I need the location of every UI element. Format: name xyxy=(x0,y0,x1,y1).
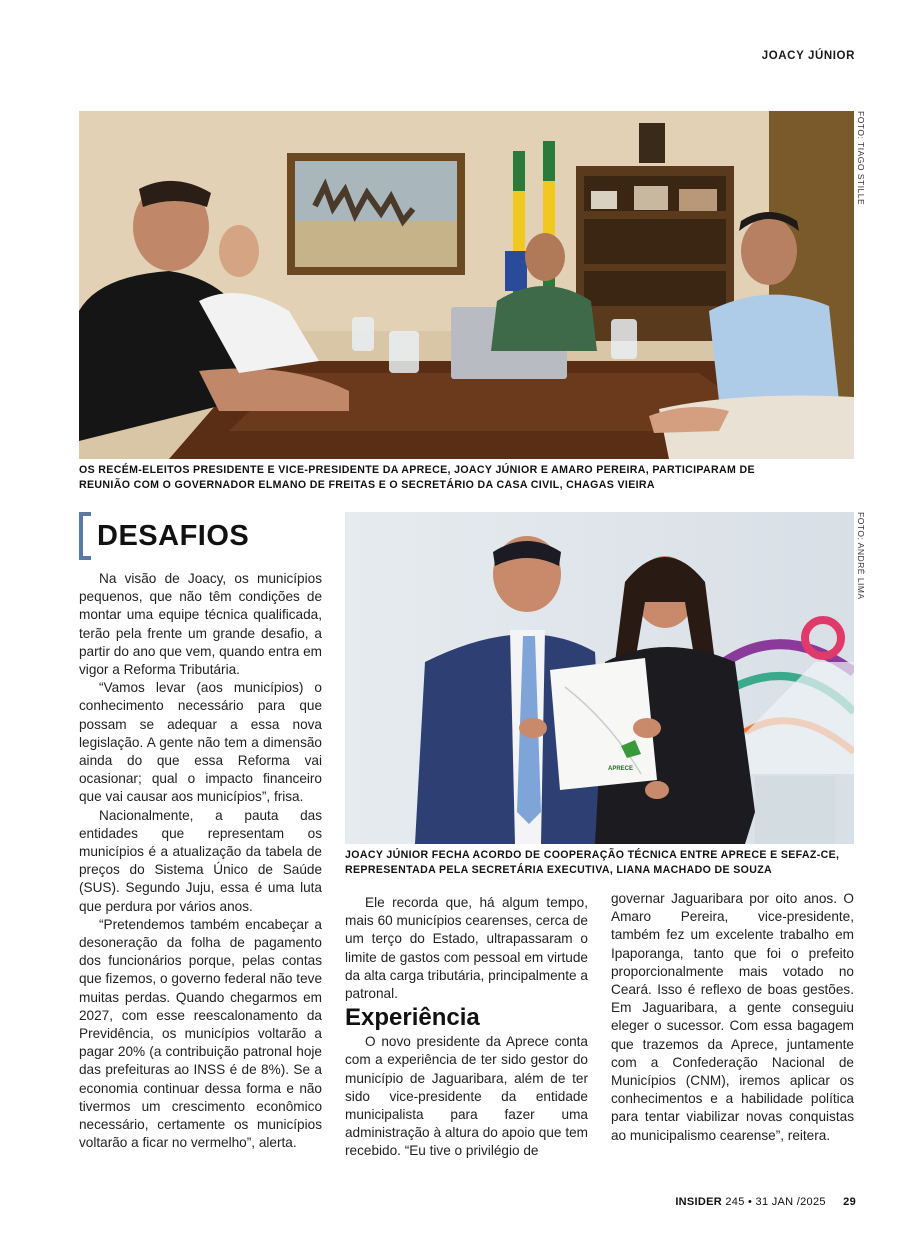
meeting-photo xyxy=(79,111,854,459)
document-logo-text: APRECE xyxy=(608,766,634,772)
photo2-credit: FOTO: ANDRÉ LIMA xyxy=(856,512,866,600)
issue-number: 245 xyxy=(725,1196,745,1208)
magazine-name: INSIDER xyxy=(675,1196,723,1208)
page-footer xyxy=(675,1196,856,1208)
paragraph: Na visão de Joacy, os municípios pequenos, que não têm condições de montar uma equipe técnica qualificada, terão pela frente um grande desafio, a partir do ano que vem, quando entra em vigor a Reforma Tributária. xyxy=(79,571,322,678)
footer-separator: • xyxy=(748,1196,753,1208)
page-number: 29 xyxy=(843,1196,856,1208)
section-bracket-ornament xyxy=(79,512,91,560)
article-column-1 xyxy=(79,570,322,1153)
paragraph: Nacionalmente, a pauta das entidades que representam os municípios é a atualização da tabela de preços do Sistema Único de Saúde (SUS). Segundo Juju, essa é uma luta que perdura por vários anos. xyxy=(79,807,322,914)
paragraph: governar Jaguaribara por oito anos. O Amaro Pereira, vice-presidente, também fez um excelente trabalho em Ipaporanga, tanto que foi o prefeito proporcionalmente mais votado no Ceará. Isso é reflexo de boas gestões. Em Jaguaribara, a gente conseguiu eleger o sucessor. Com essa bagagem que trazemos da Aprece, juntamente com a Confederação Nacional de Municípios (CNM), iremos aplicar os conhecimentos e a habilidade política para tentar viabilizar novas conquistas ao municipalismo cearense”, reitera. xyxy=(611,891,854,1143)
running-head: JOACY JÚNIOR xyxy=(761,50,855,62)
paragraph: Ele recorda que, há algum tempo, mais 60 municípios cearenses, cerca de um terço do Estado, ultrapassaram o limite de gastos com pessoal em virtude da alta carga tributária, principalmente a patronal. xyxy=(345,895,588,1002)
paragraph: “Pretendemos também encabeçar a desoneração da folha de pagamento dos funcionários porque, pelas contas que fizemos, o governo federal não teve muitas perdas. Quando chegarmos em 2027, com esse reescalonamento da Previdência, os municípios voltarão a pagar 20% (a contribuição patronal hoje das prefeituras ao INSS é de 8%). Se a economia continuar dessa forma e não tivermos um crescimento econômico necessário, certamente os municípios voltarão a ficar no vermelho”, alerta. xyxy=(79,916,322,1151)
photo1-credit: FOTO: TIAGO STILLE xyxy=(856,111,866,206)
article-column-2 xyxy=(345,894,588,1161)
article-column-3 xyxy=(611,890,854,1145)
section-heading xyxy=(79,512,319,564)
photo1-caption: OS RECÉM-ELEITOS PRESIDENTE E VICE-PRESIDENTE DA APRECE, JOACY JÚNIOR E AMARO PEREIRA, PARTICIPARAM DE REUNIÃO COM O GOVERNADOR ELMANO DE FREITAS E O SECRETÁRIO DA CASA CIVIL, CHAGAS VIEIRA xyxy=(79,464,755,491)
section-title: DESAFIOS xyxy=(97,520,250,552)
paragraph: “Vamos levar (aos municípios) o conhecimento necessário para que possam se adequar a essa nova legislação. A gente não tem a dimensão ainda do que essa Reforma vai ocasionar; qual o impacto financeiro que vai causar aos municípios”, frisa. xyxy=(79,680,322,805)
subheading-experiencia: Experiência xyxy=(345,1004,480,1032)
paragraph: O novo presidente da Aprece conta com a experiência de ter sido gestor do município de Jaguaribara, além de ter sido vice-presidente da entidade municipalista para fazer uma administração à altura do apoio que tem recebido. “Eu tive o privilégio de xyxy=(345,1034,588,1159)
issue-date: 31 JAN /2025 xyxy=(755,1196,826,1208)
agreement-photo xyxy=(345,512,854,844)
photo2-caption: JOACY JÚNIOR FECHA ACORDO DE COOPERAÇÃO TÉCNICA ENTRE APRECE E SEFAZ-CE, REPRESENTADA PELA SECRETÁRIA EXECUTIVA, LIANA MACHADO DE SOUZA xyxy=(345,849,840,876)
